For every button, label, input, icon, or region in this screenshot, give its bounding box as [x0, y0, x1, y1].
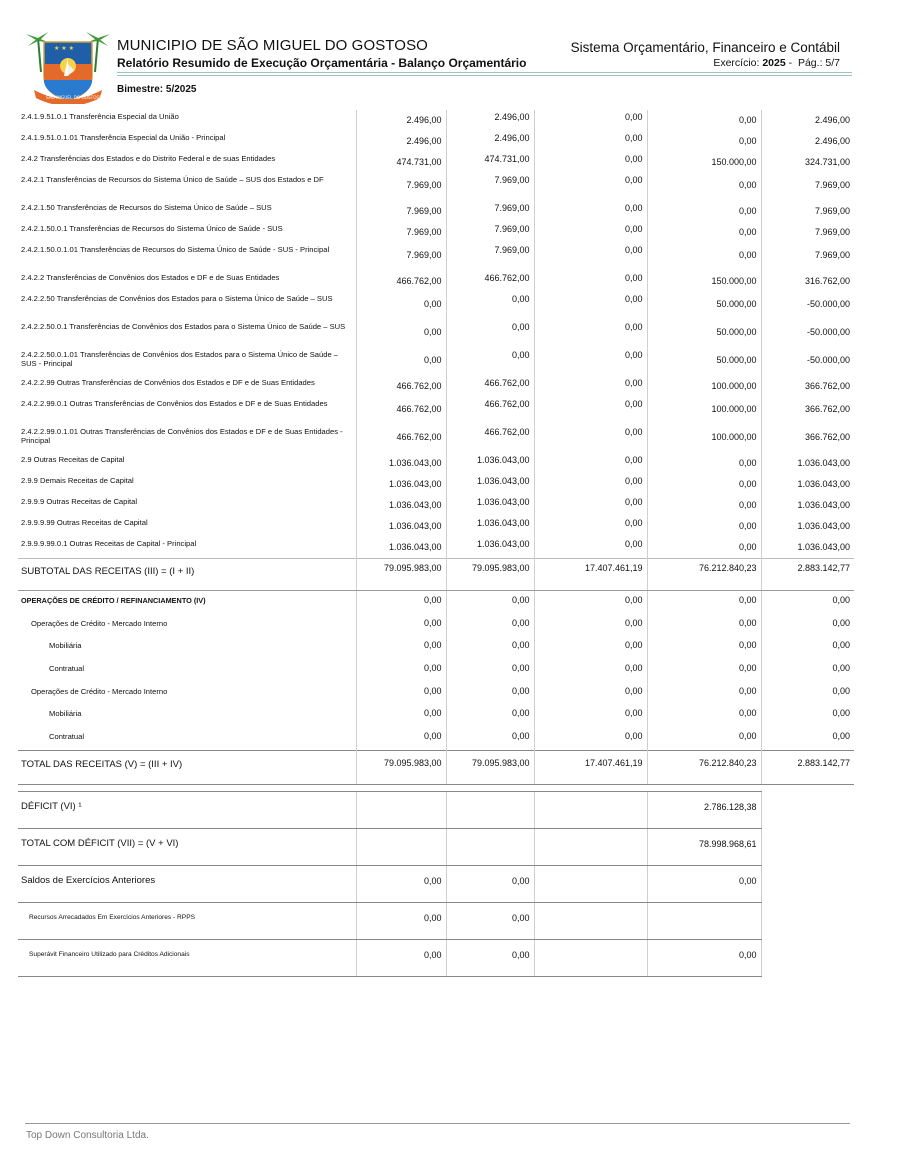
revenue-value: 100.000,00	[647, 425, 761, 453]
revenue-value: 0,00	[647, 537, 761, 559]
budget-table	[18, 110, 854, 977]
credit-operation-value: 0,00	[534, 682, 647, 705]
credit-operation-label: Contratual	[49, 664, 85, 674]
revenue-value: 50.000,00	[647, 320, 761, 348]
budget-table-container	[18, 110, 854, 977]
credit-operation-value: 0,00	[761, 636, 854, 659]
revenue-label: 2.4.2.2.50.0.1.01 Transferências de Convênios dos Estados para o Sistema Único de Saúde – SUS - Principal	[21, 350, 339, 368]
previous-balances-value: 0,00	[356, 865, 446, 902]
revenue-value: 366.762,00	[761, 376, 854, 397]
revenue-rows	[18, 110, 854, 559]
credit-operation-row	[18, 682, 854, 705]
revenue-value: 7.969,00	[356, 173, 446, 201]
revenue-value: 0,00	[534, 537, 647, 559]
revenue-value: 0,00	[356, 292, 446, 320]
credit-operation-value: 0,00	[647, 659, 761, 682]
credit-operation-value: 0,00	[356, 682, 446, 705]
revenue-value: 466.762,00	[356, 271, 446, 292]
report-title: Relatório Resumido de Execução Orçamentária - Balanço Orçamentário	[117, 56, 527, 70]
revenue-row	[18, 495, 854, 516]
credit-operation-value: 0,00	[446, 659, 534, 682]
previous-balances-value: 0,00	[647, 865, 761, 902]
revenue-value: 50.000,00	[647, 348, 761, 376]
revenue-value: 0,00	[446, 320, 534, 348]
revenue-value: 0,00	[534, 201, 647, 222]
revenue-value: 1.036.043,00	[761, 495, 854, 516]
revenue-value: 1.036.043,00	[446, 495, 534, 516]
empty-cell	[647, 902, 761, 939]
credit-operation-label: Contratual	[49, 732, 85, 742]
revenue-row	[18, 425, 854, 453]
rpps-value: 0,00	[356, 902, 446, 939]
revenue-value: 0,00	[534, 131, 647, 152]
revenue-label: 2.9.9.9.99.0.1 Outras Receitas de Capital - Principal	[21, 539, 197, 548]
revenue-value: 2.496,00	[446, 131, 534, 152]
revenue-label: 2.4.2.1.50.0.1.01 Transferências de Recursos do Sistema Único de Saúde - SUS - Principal	[21, 245, 330, 254]
total-value: 76.212.840,23	[647, 750, 761, 784]
revenue-row	[18, 320, 854, 348]
revenue-row	[18, 292, 854, 320]
empty-cell	[761, 791, 854, 828]
revenue-value: 466.762,00	[356, 397, 446, 425]
revenue-value: 0,00	[647, 474, 761, 495]
credit-operation-value: 0,00	[761, 682, 854, 705]
revenue-value: -50.000,00	[761, 320, 854, 348]
credit-operation-value: 0,00	[446, 704, 534, 727]
revenue-label: 2.9.9.9.99 Outras Receitas de Capital	[21, 518, 148, 527]
superavit-label: Superávit Financeiro Utilizado para Créditos Adicionais	[18, 939, 356, 976]
total-value: 2.883.142,77	[761, 750, 854, 784]
revenue-label: 2.4.2.1 Transferências de Recursos do Sistema Único de Saúde – SUS dos Estados e DF	[21, 175, 324, 184]
revenue-value: 100.000,00	[647, 376, 761, 397]
revenue-label: 2.9.9.9 Outras Receitas de Capital	[21, 497, 138, 506]
revenue-value: 0,00	[534, 474, 647, 495]
revenue-row	[18, 131, 854, 152]
credit-operation-row	[18, 727, 854, 750]
credit-operation-value: 0,00	[534, 659, 647, 682]
revenue-value: 1.036.043,00	[356, 537, 446, 559]
credit-operation-value: 0,00	[761, 704, 854, 727]
credit-operation-value: 0,00	[446, 614, 534, 637]
subtotal-value: 2.883.142,77	[761, 559, 854, 591]
revenue-value: 466.762,00	[446, 397, 534, 425]
revenue-value: 1.036.043,00	[761, 516, 854, 537]
svg-text:★ ★ ★: ★ ★ ★	[54, 45, 74, 52]
revenue-value: 0,00	[647, 516, 761, 537]
revenue-value: 0,00	[647, 453, 761, 474]
subtotal-value: 17.407.461,19	[534, 559, 647, 591]
credit-operation-value: 0,00	[761, 659, 854, 682]
credit-operation-value: 0,00	[534, 704, 647, 727]
empty-cell	[761, 828, 854, 865]
revenue-value: 50.000,00	[647, 292, 761, 320]
revenue-value: 0,00	[534, 110, 647, 131]
revenue-value: 466.762,00	[446, 425, 534, 453]
page-indicator: Pág.: 5/7	[797, 57, 840, 69]
revenue-label: 2.4.1.9.51.0.1.01 Transferência Especial da União - Principal	[21, 133, 226, 142]
revenue-value: 316.762,00	[761, 271, 854, 292]
revenue-value: 0,00	[534, 271, 647, 292]
revenue-label: 2.4.2.1.50.0.1 Transferências de Recursos do Sistema Único de Saúde - SUS	[21, 224, 283, 233]
revenue-value: 1.036.043,00	[356, 474, 446, 495]
municipality-name: MUNICIPIO DE SÃO MIGUEL DO GOSTOSO	[117, 37, 428, 54]
superavit-row	[18, 939, 854, 976]
total-deficit-value: 78.998.968,61	[647, 828, 761, 865]
rpps-label: Recursos Arrecadados Em Exercícios Anteriores - RPPS	[18, 902, 356, 939]
empty-cell	[534, 828, 647, 865]
header-divider	[117, 72, 852, 73]
total-value: 17.407.461,19	[534, 750, 647, 784]
revenue-value: 0,00	[446, 292, 534, 320]
revenue-value: 0,00	[647, 201, 761, 222]
report-header	[0, 0, 900, 110]
revenue-value: 466.762,00	[356, 376, 446, 397]
revenue-value: 150.000,00	[647, 152, 761, 173]
subtotal-section	[18, 559, 854, 591]
revenue-value: 0,00	[534, 516, 647, 537]
credit-operation-value: 0,00	[356, 636, 446, 659]
municipality-coat-of-arms	[24, 28, 112, 104]
credit-operation-value: 0,00	[647, 704, 761, 727]
revenue-value: -50.000,00	[761, 292, 854, 320]
revenue-value: 1.036.043,00	[446, 474, 534, 495]
footer-company: Top Down Consultoria Ltda.	[26, 1130, 149, 1141]
credit-operation-value: 0,00	[647, 614, 761, 637]
revenue-value: 0,00	[446, 348, 534, 376]
credit-operation-row	[18, 614, 854, 637]
revenue-value: 7.969,00	[446, 201, 534, 222]
credit-operation-label: Mobiliária	[49, 709, 82, 719]
footer-divider	[25, 1123, 850, 1124]
empty-cell	[534, 902, 647, 939]
revenue-label: 2.4.2.2.99.0.1.01 Outras Transferências de Convênios dos Estados e DF e de Suas Entidades - Principal	[21, 427, 343, 445]
superavit-value: 0,00	[446, 939, 534, 976]
revenue-value: 1.036.043,00	[446, 537, 534, 559]
system-name: Sistema Orçamentário, Financeiro e Contábil	[570, 40, 840, 55]
total-row	[18, 750, 854, 784]
revenue-value: 0,00	[534, 495, 647, 516]
credit-operation-value: 0,00	[356, 704, 446, 727]
revenue-row	[18, 201, 854, 222]
revenue-value: 324.731,00	[761, 152, 854, 173]
credit-operation-value: 0,00	[356, 659, 446, 682]
revenue-label: 2.4.2.2.50 Transferências de Convênios dos Estados para o Sistema Único de Saúde – SUS	[21, 294, 333, 303]
empty-cell	[761, 939, 854, 976]
revenue-value: 7.969,00	[446, 173, 534, 201]
credit-operation-value: 0,00	[534, 614, 647, 637]
subtotal-value: 79.095.983,00	[446, 559, 534, 591]
credit-operation-label: Mobiliária	[49, 641, 82, 651]
credit-operation-row	[18, 704, 854, 727]
credit-operation-value: 0,00	[761, 727, 854, 750]
empty-cell	[761, 902, 854, 939]
totals-section	[18, 750, 854, 976]
credit-operation-value: 0,00	[534, 727, 647, 750]
total-value: 79.095.983,00	[446, 750, 534, 784]
total-value: 79.095.983,00	[356, 750, 446, 784]
credit-operation-value: 0,00	[534, 591, 647, 614]
revenue-value: 1.036.043,00	[356, 495, 446, 516]
revenue-value: 366.762,00	[761, 397, 854, 425]
empty-cell	[534, 791, 647, 828]
revenue-label: 2.4.2.2.99 Outras Transferências de Convênios dos Estados e DF e de Suas Entidades	[21, 378, 315, 387]
rpps-value: 0,00	[446, 902, 534, 939]
revenue-row	[18, 376, 854, 397]
subtotal-label: SUBTOTAL DAS RECEITAS (III) = (I + II)	[18, 559, 356, 591]
revenue-row	[18, 397, 854, 425]
revenue-value: 0,00	[647, 131, 761, 152]
revenue-value: 0,00	[534, 453, 647, 474]
credit-operation-value: 0,00	[647, 682, 761, 705]
credit-operation-label: Operações de Crédito - Mercado Interno	[31, 686, 168, 696]
revenue-value: 0,00	[647, 173, 761, 201]
revenue-value: 7.969,00	[446, 222, 534, 243]
credit-operation-value: 0,00	[356, 591, 446, 614]
revenue-value: 466.762,00	[356, 425, 446, 453]
rpps-row	[18, 902, 854, 939]
revenue-value: 7.969,00	[356, 222, 446, 243]
empty-cell	[534, 865, 647, 902]
revenue-value: 0,00	[647, 110, 761, 131]
subtotal-value: 79.095.983,00	[356, 559, 446, 591]
revenue-value: 2.496,00	[356, 131, 446, 152]
revenue-value: 1.036.043,00	[761, 474, 854, 495]
revenue-value: 0,00	[534, 173, 647, 201]
revenue-row	[18, 537, 854, 559]
revenue-value: 1.036.043,00	[356, 453, 446, 474]
revenue-value: 0,00	[534, 320, 647, 348]
revenue-value: 7.969,00	[761, 173, 854, 201]
revenue-value: 2.496,00	[356, 110, 446, 131]
subtotal-value: 76.212.840,23	[647, 559, 761, 591]
previous-balances-label: Saldos de Exercícios Anteriores	[18, 865, 356, 902]
revenue-label: 2.4.2 Transferências dos Estados e do Distrito Federal e de suas Entidades	[21, 154, 276, 163]
revenue-value: 7.969,00	[356, 243, 446, 271]
credit-operation-value: 0,00	[761, 614, 854, 637]
revenue-value: 7.969,00	[446, 243, 534, 271]
credit-operation-value: 0,00	[446, 591, 534, 614]
empty-cell	[446, 828, 534, 865]
revenue-value: 1.036.043,00	[446, 516, 534, 537]
revenue-row	[18, 152, 854, 173]
credit-operation-value: 0,00	[356, 727, 446, 750]
total-label: TOTAL DAS RECEITAS (V) = (III + IV)	[18, 750, 356, 784]
revenue-value: 2.496,00	[761, 110, 854, 131]
exercise-info	[713, 57, 840, 69]
credit-operation-value: 0,00	[647, 591, 761, 614]
revenue-value: -50.000,00	[761, 348, 854, 376]
empty-cell	[534, 939, 647, 976]
revenue-value: 0,00	[534, 152, 647, 173]
header-divider	[117, 75, 852, 76]
credit-operation-row	[18, 636, 854, 659]
revenue-label: 2.4.2.2.99.0.1 Outras Transferências de Convênios dos Estados e DF e de Suas Entidades	[21, 399, 328, 408]
revenue-value: 7.969,00	[356, 201, 446, 222]
revenue-value: 0,00	[356, 348, 446, 376]
deficit-row	[18, 791, 854, 828]
revenue-value: 7.969,00	[761, 222, 854, 243]
exercise-label: Exercício:	[713, 57, 760, 69]
revenue-value: 150.000,00	[647, 271, 761, 292]
revenue-row	[18, 110, 854, 131]
previous-balances-row	[18, 865, 854, 902]
credit-operation-value: 0,00	[647, 727, 761, 750]
credit-operation-value: 0,00	[446, 682, 534, 705]
exercise-year: 2025	[762, 57, 786, 69]
credit-operation-value: 0,00	[761, 591, 854, 614]
revenue-value: 1.036.043,00	[446, 453, 534, 474]
revenue-label: 2.4.2.1.50 Transferências de Recursos do Sistema Único de Saúde – SUS	[21, 203, 272, 212]
subtotal-row	[18, 559, 854, 591]
revenue-value: 0,00	[356, 320, 446, 348]
revenue-value: 0,00	[534, 397, 647, 425]
revenue-value: 0,00	[647, 495, 761, 516]
deficit-label: DÉFICIT (VI) ¹	[18, 791, 356, 828]
revenue-value: 366.762,00	[761, 425, 854, 453]
spacer-row	[18, 784, 854, 791]
revenue-value: 474.731,00	[356, 152, 446, 173]
revenue-label: 2.9 Outras Receitas de Capital	[21, 455, 125, 464]
revenue-value: 100.000,00	[647, 397, 761, 425]
superavit-value: 0,00	[647, 939, 761, 976]
credit-operation-value: 0,00	[647, 636, 761, 659]
empty-cell	[356, 828, 446, 865]
empty-cell	[356, 791, 446, 828]
revenue-value: 1.036.043,00	[356, 516, 446, 537]
revenue-row	[18, 243, 854, 271]
empty-cell	[446, 791, 534, 828]
credit-operation-label: Operações de Crédito - Mercado Interno	[31, 618, 168, 628]
revenue-row	[18, 271, 854, 292]
total-deficit-label: TOTAL COM DÉFICIT (VII) = (V + VI)	[18, 828, 356, 865]
period-label: Bimestre: 5/2025	[117, 84, 197, 95]
revenue-row	[18, 516, 854, 537]
revenue-label: 2.4.2.2 Transferências de Convênios dos Estados e DF e de Suas Entidades	[21, 273, 280, 282]
credit-operations-rows	[18, 591, 854, 751]
revenue-value: 0,00	[534, 425, 647, 453]
revenue-value: 0,00	[647, 222, 761, 243]
svg-text:SÃO MIGUEL DO GOSTOSO: SÃO MIGUEL DO GOSTOSO	[46, 95, 103, 100]
credit-operation-value: 0,00	[356, 614, 446, 637]
credit-operation-row	[18, 659, 854, 682]
revenue-value: 0,00	[534, 222, 647, 243]
revenue-value: 474.731,00	[446, 152, 534, 173]
revenue-value: 7.969,00	[761, 201, 854, 222]
credit-operation-value: 0,00	[446, 636, 534, 659]
revenue-row	[18, 474, 854, 495]
credit-operation-value: 0,00	[446, 727, 534, 750]
revenue-value: 0,00	[534, 243, 647, 271]
deficit-value: 2.786.128,38	[647, 791, 761, 828]
revenue-row	[18, 222, 854, 243]
revenue-label: 2.4.1.9.51.0.1 Transferência Especial da União	[21, 112, 179, 121]
revenue-value: 1.036.043,00	[761, 537, 854, 559]
revenue-label: 2.4.2.2.50.0.1 Transferências de Convênios dos Estados para o Sistema Único de Saúde – SUS	[21, 322, 346, 331]
total-deficit-row	[18, 828, 854, 865]
revenue-row	[18, 453, 854, 474]
superavit-value: 0,00	[356, 939, 446, 976]
revenue-row	[18, 173, 854, 201]
revenue-value: 2.496,00	[761, 131, 854, 152]
revenue-value: 7.969,00	[761, 243, 854, 271]
previous-balances-value: 0,00	[446, 865, 534, 902]
credit-operation-label: OPERAÇÕES DE CRÉDITO / REFINANCIAMENTO (IV)	[21, 596, 206, 605]
empty-cell	[761, 865, 854, 902]
revenue-value: 0,00	[534, 292, 647, 320]
revenue-value: 2.496,00	[446, 110, 534, 131]
revenue-value: 0,00	[534, 348, 647, 376]
revenue-value: 0,00	[647, 243, 761, 271]
exercise-separator: -	[788, 57, 793, 69]
revenue-value: 0,00	[534, 376, 647, 397]
credit-operation-row	[18, 591, 854, 614]
revenue-row	[18, 348, 854, 376]
revenue-value: 466.762,00	[446, 376, 534, 397]
revenue-label: 2.9.9 Demais Receitas de Capital	[21, 476, 134, 485]
credit-operation-value: 0,00	[534, 636, 647, 659]
revenue-value: 1.036.043,00	[761, 453, 854, 474]
revenue-value: 466.762,00	[446, 271, 534, 292]
